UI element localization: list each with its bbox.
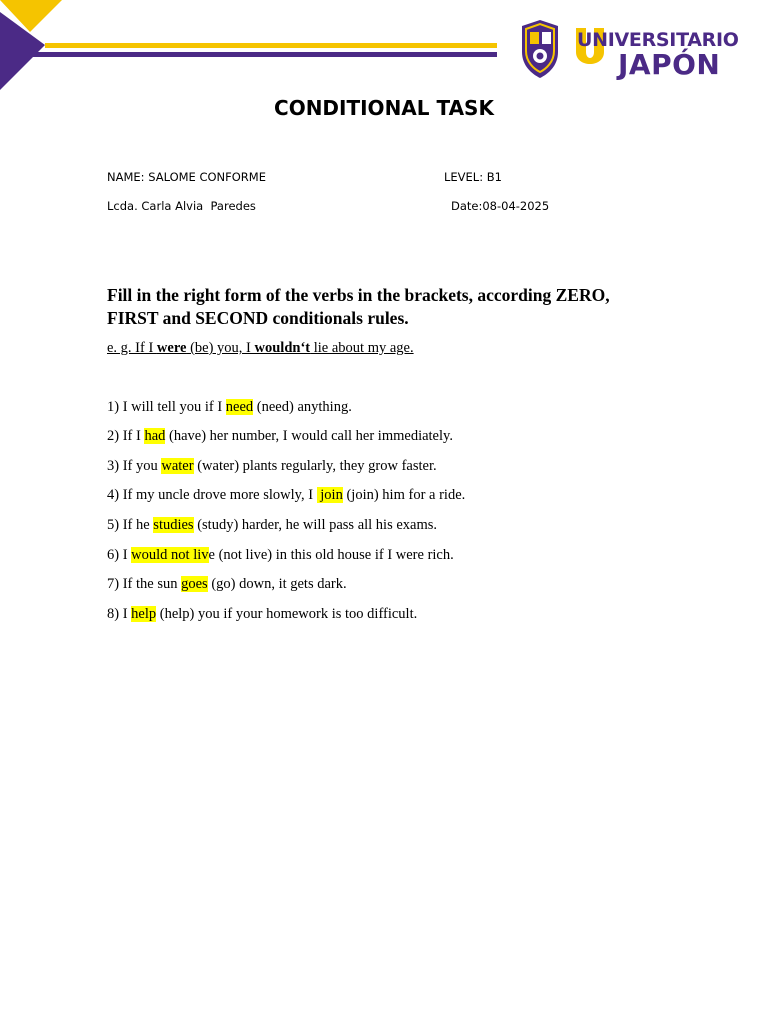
teacher-name: Lcda. Carla Alvia Paredes: [107, 199, 256, 213]
date: Date:08-04-2025: [451, 199, 550, 213]
exercise-item-5: 5) If he studies (study) harder, he will pass all his exams.: [107, 517, 438, 533]
answer-highlight: studies: [153, 517, 194, 533]
answer-highlight: goes: [181, 576, 208, 592]
exercise-item-2: 2) If I had (have) her number, I would call her immediately.: [107, 428, 453, 444]
exercise-item-4: 4) If my uncle drove more slowly, I join (join) him for a ride.: [107, 487, 466, 503]
exercise-item-7: 7) If the sun goes (go) down, it gets dark.: [107, 576, 347, 592]
logo-text-japon: JAPÓN: [618, 48, 721, 81]
example-sentence: e. g. If I were (be) you, I wouldn‘t lie about my age.: [107, 340, 414, 356]
logo-text-universitario: UNIVERSITARIO: [577, 29, 739, 51]
student-name: NAME: SALOME CONFORME: [107, 170, 266, 184]
page-title: CONDITIONAL TASK: [274, 96, 494, 120]
exercise-item-1: 1) I will tell you if I need (need) anything.: [107, 399, 352, 415]
exercise-item-6: 6) I would not live (not live) in this old house if I were rich.: [107, 547, 454, 563]
instructions: Fill in the right form of the verbs in the brackets, according ZERO, FIRST and SECOND conditionals rules.: [107, 285, 610, 328]
answer-highlight: would not liv: [131, 547, 209, 563]
answer-highlight: help: [131, 606, 157, 622]
header-decoration: [0, 0, 510, 100]
level: LEVEL: B1: [444, 170, 502, 184]
exercise-item-8: 8) I help (help) you if your homework is too difficult.: [107, 606, 418, 622]
answer-highlight: join: [316, 487, 343, 503]
exercise-item-3: 3) If you water (water) plants regularly, they grow faster.: [107, 458, 437, 474]
answer-highlight: had: [144, 428, 166, 444]
answer-highlight: need: [225, 399, 254, 415]
answer-highlight: water: [161, 458, 194, 474]
